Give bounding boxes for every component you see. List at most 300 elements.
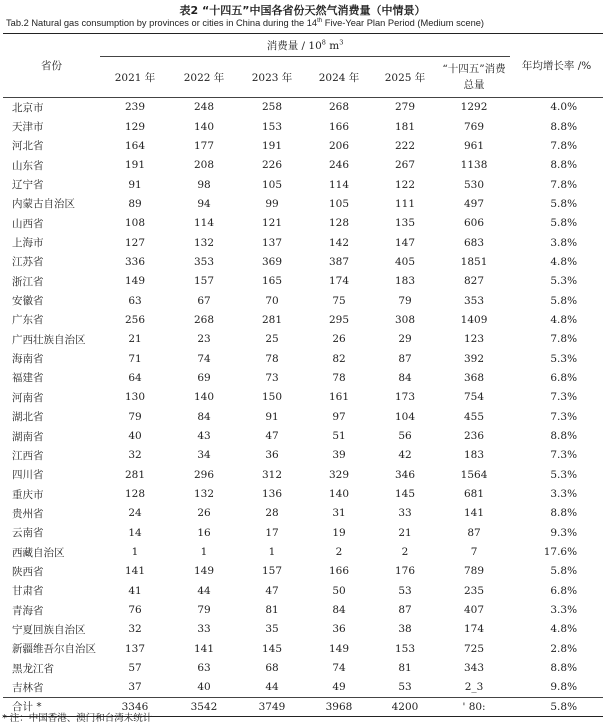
year-value-cell: 26 <box>332 333 346 346</box>
year-value-cell: 47 <box>265 584 279 597</box>
period-total-cell: 392 <box>464 352 485 365</box>
growth-rate-cell: 5.8% <box>550 294 578 307</box>
year-value-cell: 33 <box>197 623 211 636</box>
year-value-cell: 74 <box>197 352 211 365</box>
period-total-cell: 174 <box>464 623 485 636</box>
growth-rate-cell: 4.8% <box>550 313 578 326</box>
table-row <box>3 484 603 503</box>
province-cell: 四川省 <box>12 469 44 482</box>
period-total-cell: 343 <box>464 662 485 675</box>
growth-rate-cell: 7.8% <box>550 333 578 346</box>
table-row <box>3 214 603 233</box>
year-value-cell: 104 <box>394 410 416 423</box>
year-value-cell: 141 <box>124 565 146 578</box>
year-value-cell: 127 <box>124 236 146 249</box>
table-body <box>3 98 603 717</box>
year-value-cell: 25 <box>265 333 279 346</box>
table-row <box>3 639 603 658</box>
year-value-cell: 50 <box>332 584 346 597</box>
period-total-cell: 7 <box>470 546 478 559</box>
year-value-cell: 142 <box>328 236 350 249</box>
growth-rate-cell: 4.8% <box>550 623 578 636</box>
year-value-cell: 206 <box>328 139 350 152</box>
year-value-cell: 176 <box>394 565 416 578</box>
year-value-cell: 79 <box>197 604 211 617</box>
province-cell: 安徽省 <box>12 295 44 308</box>
period-total-cell: ' 80: <box>438 697 510 716</box>
year-value-cell: 281 <box>124 468 146 481</box>
growth-rate-cell: 7.3% <box>550 449 578 462</box>
table-row <box>3 446 603 465</box>
year-value-cell: 53 <box>398 681 412 694</box>
period-total-cell: 1851 <box>460 255 488 268</box>
period-total-cell: 235 <box>464 584 485 597</box>
province-cell: 湖南省 <box>12 430 44 443</box>
year-value-cell: 19 <box>332 526 346 539</box>
province-cell: 云南省 <box>12 527 44 540</box>
period-total-cell: 2_3 <box>464 681 484 694</box>
year-value-cell: 108 <box>124 217 146 230</box>
year-value-cell: 3542 <box>170 697 238 716</box>
year-value-cell: 296 <box>193 468 215 481</box>
year-value-cell: 121 <box>261 217 283 230</box>
consumption-table <box>3 33 603 717</box>
province-cell: 西藏自治区 <box>12 546 65 559</box>
year-value-cell: 226 <box>261 159 283 172</box>
year-value-cell: 166 <box>328 120 350 133</box>
growth-rate-cell: 7.3% <box>550 410 578 423</box>
growth-rate-cell: 2.8% <box>550 642 578 655</box>
year-value-cell: 71 <box>128 352 142 365</box>
year-value-cell: 91 <box>265 410 279 423</box>
year-value-cell: 140 <box>328 488 350 501</box>
province-cell: 河北省 <box>12 140 44 153</box>
year-value-cell: 346 <box>394 468 416 481</box>
period-total-cell: 497 <box>464 197 485 210</box>
year-value-cell: 336 <box>124 255 146 268</box>
year-value-cell: 87 <box>398 604 412 617</box>
year-value-cell: 128 <box>124 488 146 501</box>
year-value-cell: 74 <box>332 662 346 675</box>
header-group-mid: m <box>325 39 340 52</box>
year-value-cell: 16 <box>197 526 211 539</box>
table-row <box>3 465 603 484</box>
period-total-cell: 789 <box>464 565 485 578</box>
year-value-cell: 26 <box>197 507 211 520</box>
year-value-cell: 181 <box>394 120 416 133</box>
year-value-cell: 153 <box>261 120 283 133</box>
growth-rate-cell: 4.0% <box>550 101 578 114</box>
province-cell: 山东省 <box>12 159 44 172</box>
table-title-cn: 表2 “十四五”中国各省份天然气消费量（中情景） <box>179 4 426 17</box>
province-cell: 江苏省 <box>12 256 44 269</box>
table-row <box>3 562 603 581</box>
year-value-cell: 149 <box>193 565 215 578</box>
year-value-cell: 122 <box>394 178 416 191</box>
year-value-cell: 47 <box>265 430 279 443</box>
province-cell: 黑龙江省 <box>12 662 54 675</box>
year-value-cell: 369 <box>261 255 283 268</box>
growth-rate-cell: 3.8% <box>550 236 578 249</box>
province-cell: 陕西省 <box>12 565 44 578</box>
growth-rate-cell: 5.8% <box>550 197 578 210</box>
year-value-cell: 387 <box>328 255 350 268</box>
year-value-cell: 153 <box>394 642 416 655</box>
table-row <box>3 542 603 561</box>
growth-rate-cell: 5.3% <box>550 468 578 481</box>
header-consumption-group <box>100 34 510 57</box>
year-value-cell: 49 <box>332 681 346 694</box>
table-row <box>3 310 603 329</box>
province-cell: 广东省 <box>12 314 44 327</box>
year-value-cell: 94 <box>197 197 211 210</box>
year-value-cell: 84 <box>332 604 346 617</box>
table-row <box>3 252 603 271</box>
province-cell: 上海市 <box>12 237 44 250</box>
province-cell: 青海省 <box>12 604 44 617</box>
year-value-cell: 132 <box>193 236 215 249</box>
year-value-cell: 70 <box>265 294 279 307</box>
table-row <box>3 388 603 407</box>
growth-rate-cell: 7.8% <box>550 178 578 191</box>
growth-rate-cell: 5.3% <box>550 352 578 365</box>
year-value-cell: 147 <box>394 236 416 249</box>
year-value-cell: 31 <box>332 507 346 520</box>
period-total-cell: 530 <box>464 178 485 191</box>
year-value-cell: 2 <box>401 546 409 559</box>
year-value-cell: 136 <box>261 488 283 501</box>
year-value-cell: 4200 <box>372 697 438 716</box>
province-cell: 天津市 <box>12 121 44 134</box>
year-value-cell: 132 <box>193 488 215 501</box>
table-row <box>3 407 603 426</box>
header-year: 2021 年 <box>100 57 170 98</box>
year-value-cell: 208 <box>193 159 215 172</box>
year-value-cell: 67 <box>197 294 211 307</box>
year-value-cell: 1 <box>200 546 208 559</box>
growth-rate-cell: 3.3% <box>550 488 578 501</box>
period-total-cell: 1409 <box>460 313 488 326</box>
year-value-cell: 64 <box>128 371 142 384</box>
footnote: * 注：中国香港、澳门和台湾未统计 <box>2 713 153 724</box>
table-row <box>3 330 603 349</box>
period-total-cell: 1564 <box>460 468 488 481</box>
growth-rate-cell: 6.8% <box>550 584 578 597</box>
year-value-cell: 84 <box>197 410 211 423</box>
year-value-cell: 34 <box>197 449 211 462</box>
period-total-cell: 87 <box>467 526 481 539</box>
growth-rate-cell: 5.8% <box>550 565 578 578</box>
year-value-cell: 3968 <box>306 697 372 716</box>
table-row <box>3 349 603 368</box>
province-cell: 宁夏回族自治区 <box>12 623 86 636</box>
period-total-cell: 827 <box>464 275 485 288</box>
year-value-cell: 137 <box>261 236 283 249</box>
year-value-cell: 53 <box>398 584 412 597</box>
year-value-cell: 149 <box>124 275 146 288</box>
year-value-cell: 239 <box>124 101 146 114</box>
year-value-cell: 78 <box>332 371 346 384</box>
year-value-cell: 37 <box>128 681 142 694</box>
year-value-cell: 84 <box>398 371 412 384</box>
year-value-cell: 91 <box>128 178 142 191</box>
table-row <box>3 233 603 252</box>
table-row <box>3 620 603 639</box>
year-value-cell: 32 <box>128 449 142 462</box>
year-value-cell: 42 <box>398 449 412 462</box>
province-cell: 广西壮族自治区 <box>12 333 86 346</box>
year-value-cell: 41 <box>128 584 142 597</box>
period-total-cell: 236 <box>464 430 485 443</box>
year-value-cell: 312 <box>261 468 283 481</box>
year-value-cell: 69 <box>197 371 211 384</box>
period-total-cell: 368 <box>464 371 485 384</box>
year-value-cell: 105 <box>261 178 283 191</box>
year-value-cell: 329 <box>328 468 350 481</box>
growth-rate-cell: 8.8% <box>550 430 578 443</box>
period-total-cell: 961 <box>464 139 485 152</box>
year-value-cell: 21 <box>128 333 142 346</box>
year-value-cell: 145 <box>394 488 416 501</box>
growth-rate-cell: 9.3% <box>550 526 578 539</box>
table-row <box>3 272 603 291</box>
year-value-cell: 279 <box>394 101 416 114</box>
growth-rate-cell: 3.3% <box>550 604 578 617</box>
period-total-cell: 769 <box>464 120 485 133</box>
table-title-en-suffix: Five-Year Plan Period (Medium scene) <box>322 18 485 28</box>
period-total-cell: 754 <box>464 391 485 404</box>
table-title-en <box>6 18 604 28</box>
growth-rate-cell: 5.8% <box>550 217 578 230</box>
year-value-cell: 149 <box>328 642 350 655</box>
period-total-cell: 681 <box>464 488 485 501</box>
year-value-cell: 51 <box>332 430 346 443</box>
year-value-cell: 135 <box>394 217 416 230</box>
year-value-cell: 57 <box>128 662 142 675</box>
year-value-cell: 145 <box>261 642 283 655</box>
year-value-cell: 14 <box>128 526 142 539</box>
year-value-cell: 97 <box>332 410 346 423</box>
year-value-cell: 191 <box>124 159 146 172</box>
year-value-cell: 141 <box>193 642 215 655</box>
table-row <box>3 523 603 542</box>
header-period-total: “十四五”消费总量 <box>438 57 510 98</box>
year-value-cell: 98 <box>197 178 211 191</box>
growth-rate-cell: 9.8% <box>550 681 578 694</box>
year-value-cell: 268 <box>193 313 215 326</box>
year-value-cell: 246 <box>328 159 350 172</box>
year-value-cell: 105 <box>328 197 350 210</box>
year-value-cell: 78 <box>265 352 279 365</box>
header-group-sup1: 8 <box>321 38 326 46</box>
year-value-cell: 32 <box>128 623 142 636</box>
period-total-cell: 725 <box>464 642 485 655</box>
year-value-cell: 24 <box>128 507 142 520</box>
header-group-sup2: 3 <box>339 38 344 46</box>
growth-rate-cell: 17.6% <box>543 546 578 559</box>
period-total-cell: 353 <box>464 294 485 307</box>
year-value-cell: 157 <box>193 275 215 288</box>
table-row <box>3 175 603 194</box>
year-value-cell: 87 <box>398 352 412 365</box>
year-value-cell: 111 <box>394 197 416 210</box>
table-row <box>3 136 603 155</box>
year-value-cell: 128 <box>328 217 350 230</box>
province-cell: 新疆维吾尔自治区 <box>12 643 96 656</box>
year-value-cell: 21 <box>398 526 412 539</box>
table-row <box>3 600 603 619</box>
year-value-cell: 43 <box>197 430 211 443</box>
province-cell: 吉林省 <box>12 681 44 694</box>
year-value-cell: 1 <box>268 546 276 559</box>
year-value-cell: 308 <box>394 313 416 326</box>
year-value-cell: 17 <box>265 526 279 539</box>
province-cell: 山西省 <box>12 217 44 230</box>
year-value-cell: 44 <box>265 681 279 694</box>
period-total-cell: 183 <box>464 449 485 462</box>
table-row <box>3 426 603 445</box>
province-cell: 河南省 <box>12 391 44 404</box>
year-value-cell: 130 <box>124 391 146 404</box>
year-value-cell: 44 <box>197 584 211 597</box>
period-total-cell: 123 <box>464 333 485 346</box>
year-value-cell: 63 <box>197 662 211 675</box>
growth-rate-cell: 6.8% <box>550 371 578 384</box>
year-value-cell: 36 <box>332 623 346 636</box>
period-total-cell: 683 <box>464 236 485 249</box>
year-value-cell: 295 <box>328 313 350 326</box>
year-value-cell: 82 <box>332 352 346 365</box>
year-value-cell: 183 <box>394 275 416 288</box>
year-value-cell: 137 <box>124 642 146 655</box>
year-value-cell: 40 <box>128 430 142 443</box>
period-total-cell: 606 <box>464 217 485 230</box>
year-value-cell: 99 <box>265 197 279 210</box>
total-label: 合计 * <box>3 697 100 716</box>
year-value-cell: 267 <box>394 159 416 172</box>
table-row <box>3 368 603 387</box>
growth-rate-cell: 8.8% <box>550 662 578 675</box>
province-cell: 辽宁省 <box>12 179 44 192</box>
year-value-cell: 281 <box>261 313 283 326</box>
year-value-cell: 268 <box>328 101 350 114</box>
year-value-cell: 75 <box>332 294 346 307</box>
year-value-cell: 166 <box>328 565 350 578</box>
year-value-cell: 140 <box>193 391 215 404</box>
year-value-cell: 73 <box>265 371 279 384</box>
table-title-en-prefix: Tab.2 Natural gas consumption by provinces or cities in China during the 14 <box>6 18 318 28</box>
header-group-prefix: 消费量 / 10 <box>266 39 322 52</box>
year-value-cell: 165 <box>261 275 283 288</box>
year-value-cell: 222 <box>394 139 416 152</box>
year-value-cell: 79 <box>128 410 142 423</box>
year-value-cell: 76 <box>128 604 142 617</box>
year-value-cell: 33 <box>398 507 412 520</box>
year-value-cell: 177 <box>193 139 215 152</box>
growth-rate-cell: 5.3% <box>550 275 578 288</box>
year-value-cell: 157 <box>261 565 283 578</box>
year-value-cell: 38 <box>398 623 412 636</box>
province-cell: 福建省 <box>12 372 44 385</box>
table-title-en-sup: th <box>317 17 323 24</box>
year-value-cell: 2 <box>335 546 343 559</box>
province-cell: 江西省 <box>12 449 44 462</box>
year-value-cell: 36 <box>265 449 279 462</box>
year-value-cell: 81 <box>398 662 412 675</box>
growth-rate-cell: 8.8% <box>550 120 578 133</box>
province-cell: 贵州省 <box>12 507 44 520</box>
year-value-cell: 248 <box>193 101 215 114</box>
period-total-cell: 407 <box>464 604 485 617</box>
year-value-cell: 63 <box>128 294 142 307</box>
year-value-cell: 191 <box>261 139 283 152</box>
header-province: 省份 <box>3 34 100 98</box>
year-value-cell: 39 <box>332 449 346 462</box>
growth-rate-cell: 5.8% <box>510 697 603 716</box>
year-value-cell: 29 <box>398 333 412 346</box>
year-value-cell: 174 <box>328 275 350 288</box>
year-value-cell: 405 <box>394 255 416 268</box>
period-total-cell: 455 <box>464 410 485 423</box>
table-row <box>3 504 603 523</box>
year-value-cell: 353 <box>193 255 215 268</box>
growth-rate-cell: 7.3% <box>550 391 578 404</box>
year-value-cell: 1 <box>131 546 139 559</box>
header-year: 2025 年 <box>372 57 438 98</box>
year-value-cell: 3749 <box>238 697 306 716</box>
table-row <box>3 678 603 697</box>
year-value-cell: 3346 <box>100 697 170 716</box>
table-row <box>3 98 603 117</box>
growth-rate-cell: 7.8% <box>550 139 578 152</box>
year-value-cell: 114 <box>328 178 350 191</box>
province-cell: 湖北省 <box>12 411 44 424</box>
year-value-cell: 140 <box>193 120 215 133</box>
growth-rate-cell: 8.8% <box>550 507 578 520</box>
year-value-cell: 173 <box>394 391 416 404</box>
province-cell: 内蒙古自治区 <box>12 198 75 211</box>
year-value-cell: 28 <box>265 507 279 520</box>
table-row <box>3 658 603 677</box>
year-value-cell: 150 <box>261 391 283 404</box>
year-value-cell: 35 <box>265 623 279 636</box>
province-cell: 甘肃省 <box>12 585 44 598</box>
growth-rate-cell: 8.8% <box>550 159 578 172</box>
year-value-cell: 89 <box>128 197 142 210</box>
year-value-cell: 56 <box>398 430 412 443</box>
year-value-cell: 68 <box>265 662 279 675</box>
year-value-cell: 114 <box>193 217 215 230</box>
year-value-cell: 256 <box>124 313 146 326</box>
province-cell: 北京市 <box>12 101 44 114</box>
year-value-cell: 258 <box>261 101 283 114</box>
header-growth-rate: 年均增长率 /% <box>510 34 603 98</box>
year-value-cell: 81 <box>265 604 279 617</box>
growth-rate-cell: 4.8% <box>550 255 578 268</box>
period-total-cell: 141 <box>464 507 485 520</box>
header-year: 2022 年 <box>170 57 238 98</box>
table-row <box>3 581 603 600</box>
year-value-cell: 79 <box>398 294 412 307</box>
table-row <box>3 156 603 175</box>
province-cell: 重庆市 <box>12 488 44 501</box>
period-total-cell: 1292 <box>460 101 488 114</box>
year-value-cell: 164 <box>124 139 146 152</box>
year-value-cell: 161 <box>328 391 350 404</box>
year-value-cell: 129 <box>124 120 146 133</box>
period-total-cell: 1138 <box>460 159 488 172</box>
table-row <box>3 117 603 136</box>
